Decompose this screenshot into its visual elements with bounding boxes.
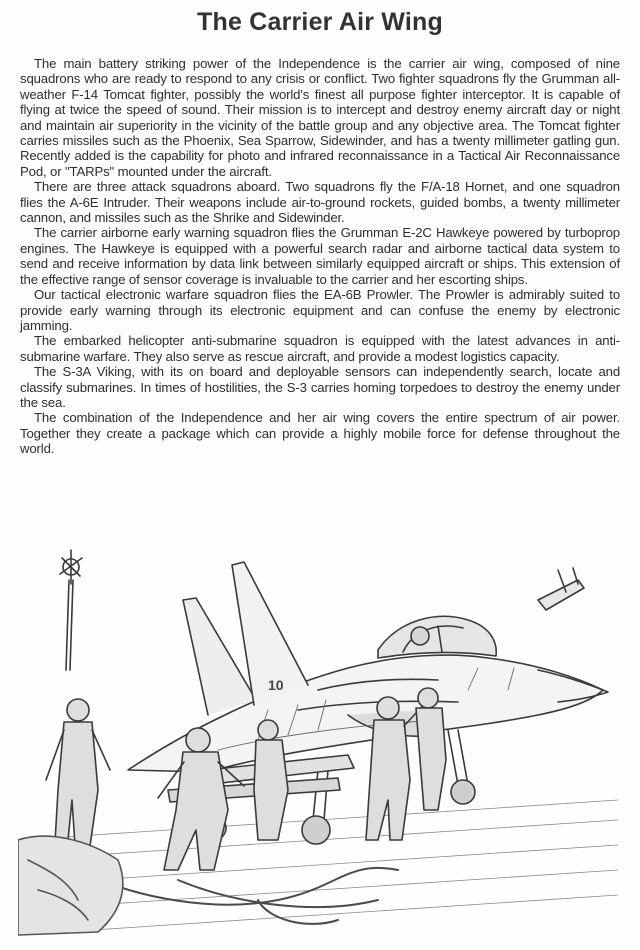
- deck-mast: [60, 550, 82, 670]
- paragraph-viking: The S-3A Viking, with its on board and deployable sensors can independently search, locate and classify submarines. In times of hostilities, the S-3 carries homing torpedoes to destroy the enemy under the sea.: [20, 364, 620, 410]
- page-title: The Carrier Air Wing: [197, 8, 443, 36]
- paragraph-air-wing-overview: The main battery striking power of the Independence is the carrier air wing, composed of nine squadrons who are ready to respond to any crisis or conflict. Two fighter squadrons fly the Grumman all-weather F-14 Tomcat fighter, possibly the world's finest all purpose fighter interceptor. It is capable of flying at twice the speed of sound. Their mission is to intercept and destroy enemy aircraft day or night and maintain air superiority in the vicinity of the battle group and any objective area. The Tomcat fighter carries missiles such as the Phoenix, Sea Sparrow, Sidewinder, and has a twenty millimeter gatling gun. Recently added is the capability for photo and infrared reconnaissance in a Tactical Air Reconnaissance Pod, or "TARPs" mounted under the aircraft.: [20, 56, 620, 179]
- tail-marking: 10: [268, 677, 284, 693]
- paragraph-early-warning: The carrier airborne early warning squadron flies the Grumman E-2C Hawkeye powered by turboprop engines. The Hawkeye is equipped with a powerful search radar and airborne tactical data system to send and receive information by data link between similarly equipped aircraft or ships. This extension of the effective range of sensor coverage is invaluable to the carrier and her escorting ships.: [20, 225, 620, 287]
- paragraph-electronic-warfare: Our tactical electronic warfare squadron flies the EA-6B Prowler. The Prowler is admirably suited to provide early warning through its electronic equipment and can confuse the enemy by electronic jamming.: [20, 287, 620, 333]
- deck-hoses: [78, 868, 398, 924]
- fighter-jet-illustration: [18, 540, 618, 942]
- crew-member: [46, 699, 110, 860]
- paragraph-attack-squadrons: There are three attack squadrons aboard. Two squadrons fly the F/A-18 Hornet, and one squadron flies the A-6E Intruder. Their weapons include air-to-ground rockets, guided bombs, a twenty millimeter cannon, and missiles such as the Shrike and Sidewinder.: [20, 179, 620, 226]
- paragraph-conclusion: The combination of the Independence and her air wing covers the entire spectrum of air power. Together they create a package which can provide a highly mobile force for defense throughout the world.: [20, 410, 620, 457]
- article-body: [20, 56, 620, 457]
- paragraph-helicopter-squadron: The embarked helicopter anti-submarine squadron is equipped with the latest advances in anti-submarine warfare. They also serve as rescue aircraft, and provide a modest logistics capacity.: [20, 333, 620, 364]
- deck-tarp: [18, 836, 123, 935]
